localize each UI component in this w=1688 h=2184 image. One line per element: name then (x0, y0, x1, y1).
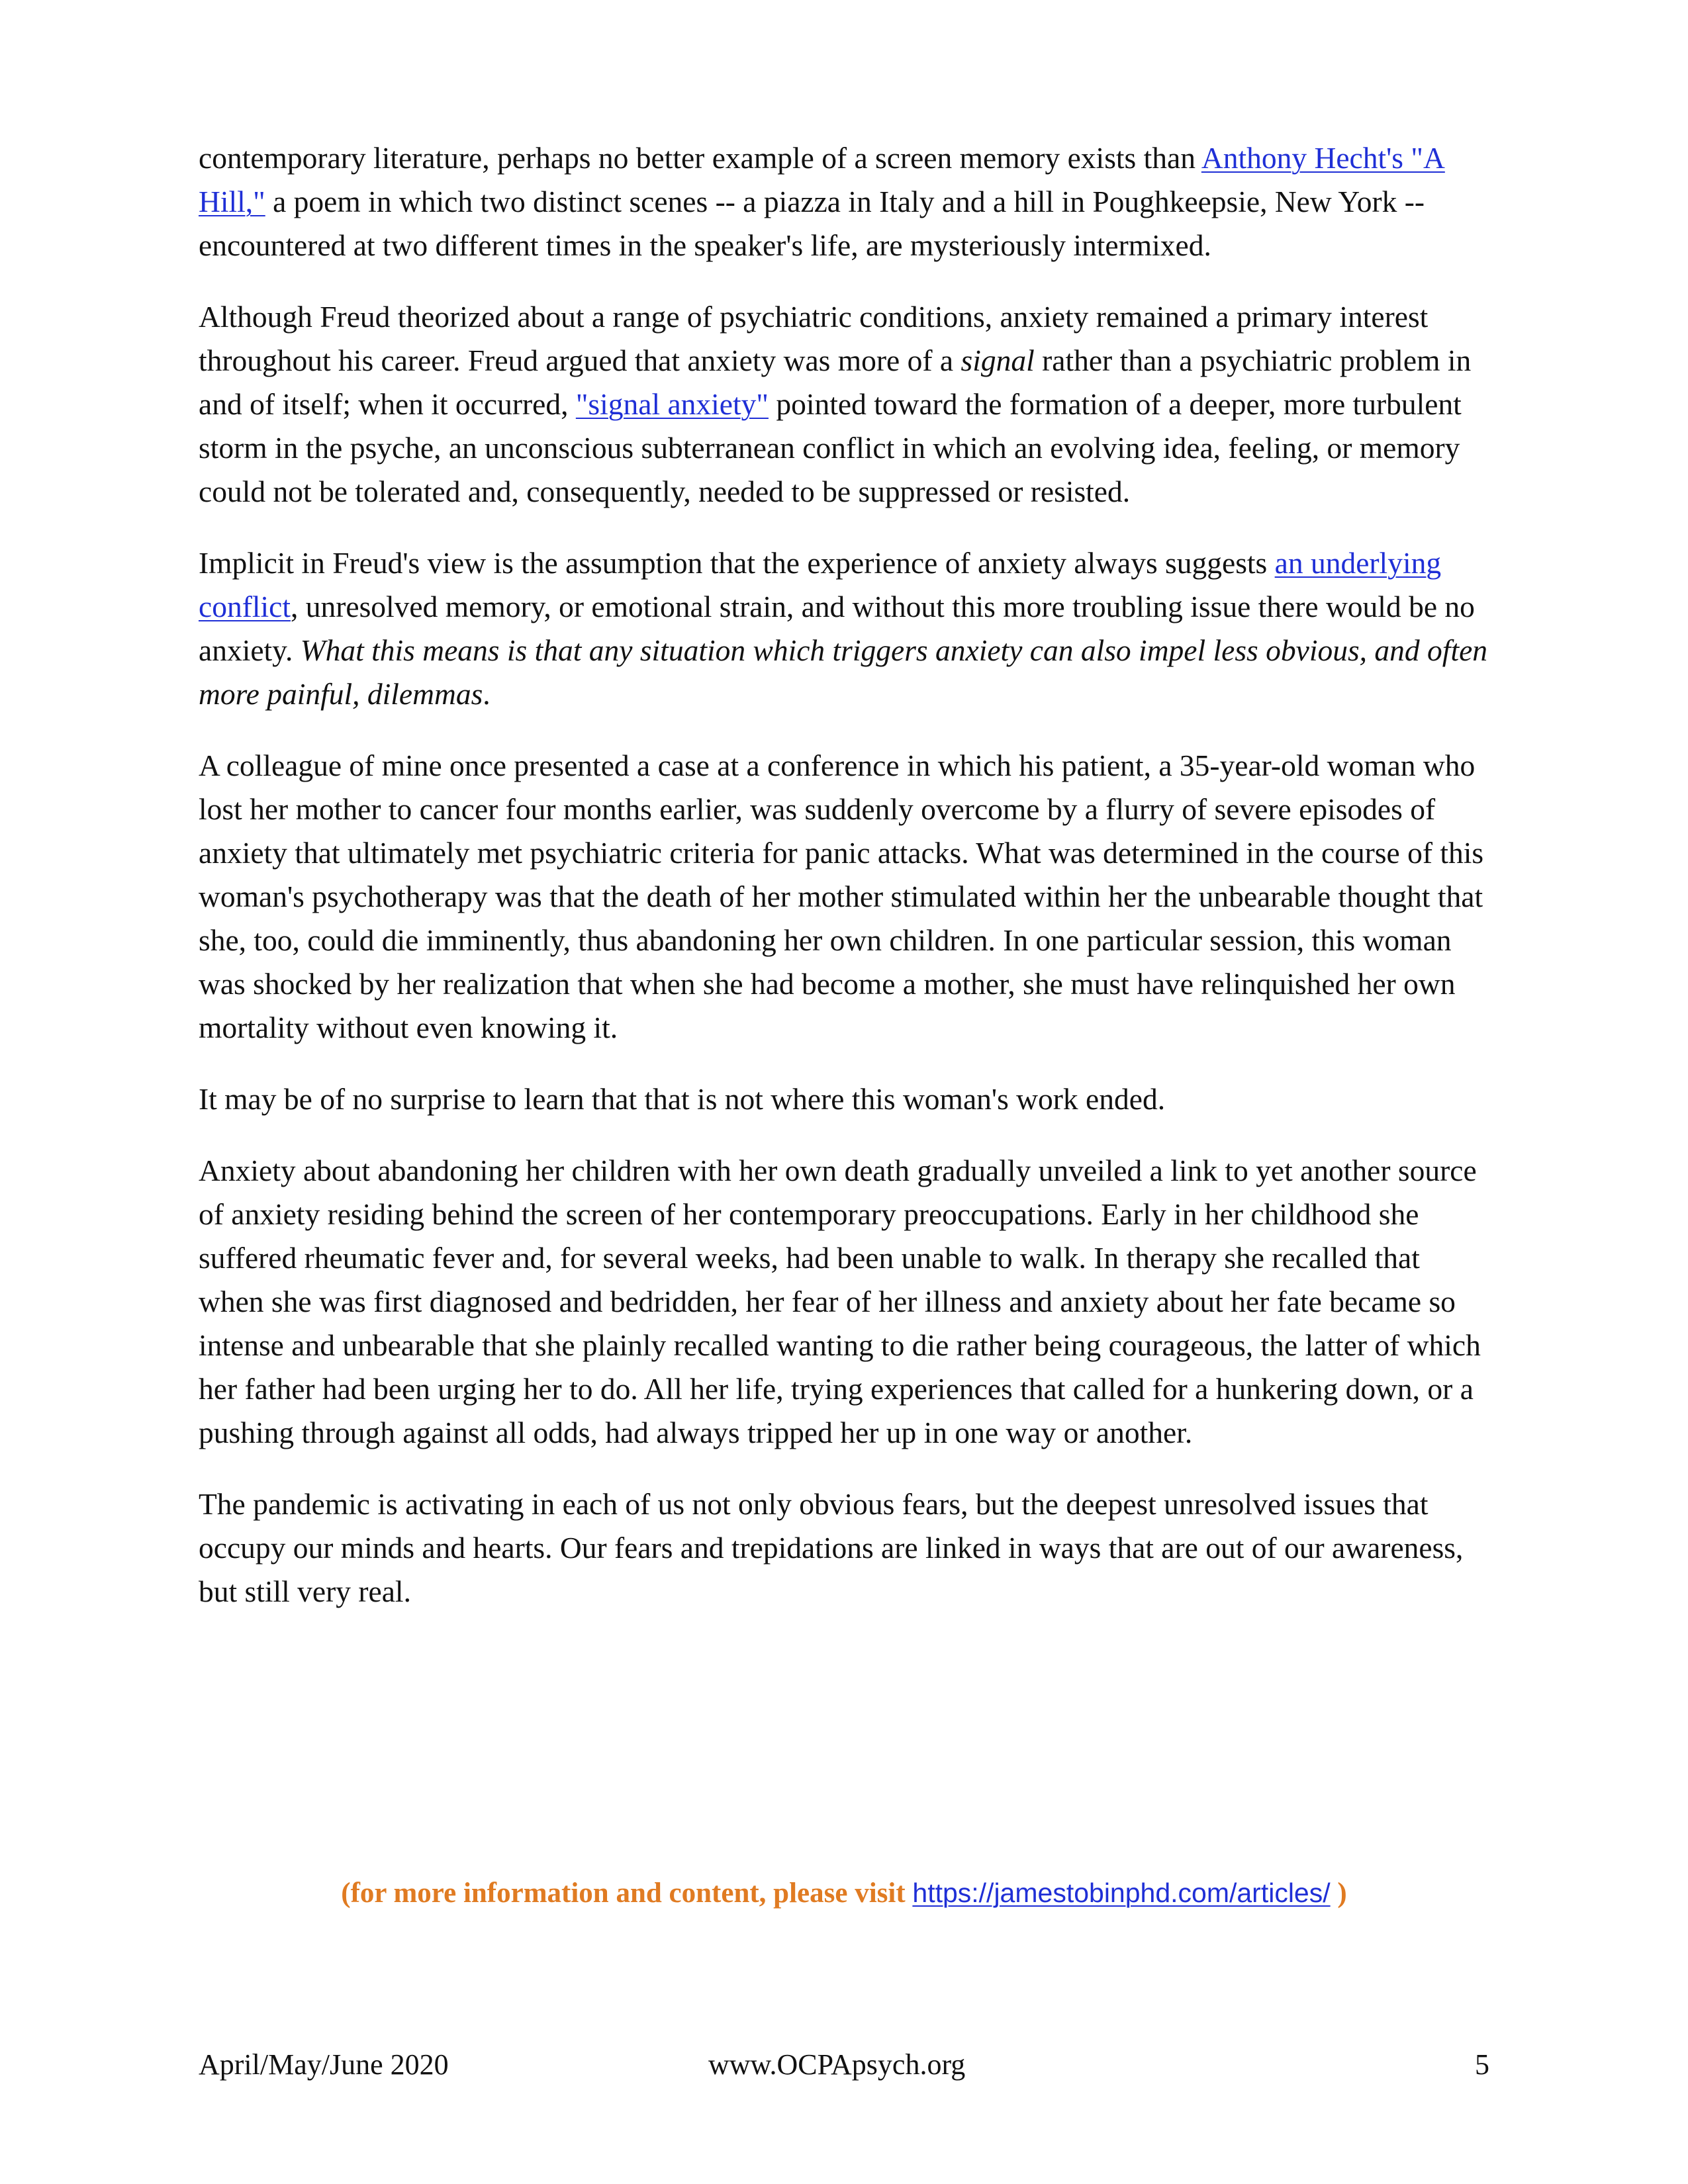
footer-date: April/May/June 2020 (199, 2048, 449, 2081)
paragraph-2-text-c: pointed toward the formation of a deeper, more turbulent storm in the psyche, an unconscious subterranean conflict in which an evolving idea, feeling, or memory could not be tolerated and, consequently, needed to be suppressed or resisted. (199, 387, 1462, 508)
paragraph-7: The pandemic is activating in each of us not only obvious fears, but the deepest unresolved issues that occupy our minds and hearts. Our fears and trepidations are linked in ways that are out of our awareness, but still very real. (199, 1487, 1464, 1608)
paragraph-5: It may be of no surprise to learn that that is not where this woman's work ended. (199, 1082, 1166, 1116)
more-info-note (0, 1873, 1688, 1913)
paragraph-3 (199, 541, 1489, 716)
anthony-hecht-a-hill-link[interactable]: Anthony Hecht's "A Hill," (199, 141, 1445, 218)
footer-page-number: 5 (1475, 2048, 1489, 2081)
paragraph-2-emphasis-signal: signal (961, 343, 1035, 377)
paragraph-3-emphasis: What this means is that any situation which triggers anxiety can also impel less obvious, and often more painful, dilemmas (199, 633, 1488, 711)
footer-website: www.OCPApsych.org (708, 2048, 966, 2081)
paragraph-1-text-b: a poem in which two distinct scenes -- a piazza in Italy and a hill in Poughkeepsie, New York -- encountered at two different times in the speaker's life, are mysteriously intermixed. (199, 185, 1425, 262)
paragraph-2 (199, 295, 1489, 514)
more-info-suffix: ) (1330, 1878, 1347, 1909)
articles-url-link[interactable]: https://jamestobinphd.com/articles/ (912, 1878, 1331, 1908)
paragraph-1-text-a: contemporary literature, perhaps no better example of a screen memory exists than (199, 141, 1201, 175)
underlying-conflict-link[interactable]: an underlying conflict (199, 546, 1442, 623)
paragraph-3-text-a: Implicit in Freud's view is the assumption that the experience of anxiety always suggests (199, 546, 1275, 580)
paragraph-6: Anxiety about abandoning her children with her own death gradually unveiled a link to yet another source of anxiety residing behind the screen of her contemporary preoccupations. Early in her childhood she suffered rheumatic fever and, for several weeks, had been unable to walk. In therapy she recalled that when she was first diagnosed and bedridden, her fear of her illness and anxiety about her fate became so intense and unbearable that she plainly recalled wanting to die rather being courageous, the latter of which her father had been urging her to do. All her life, trying experiences that called for a hunkering down, or a pushing through against all odds, had always tripped her up in one way or another. (199, 1154, 1481, 1449)
paragraph-3-text-c: . (483, 677, 491, 711)
paragraph-1 (199, 136, 1489, 267)
paragraph-4: A colleague of mine once presented a case at a conference in which his patient, a 35-year-old woman who lost her mother to cancer four months earlier, was suddenly overcome by a flurry of severe episodes of anxiety that ultimately met psychiatric criteria for panic attacks. What was determined in the course of this woman's psychotherapy was that the death of her mother stimulated within her the unbearable thought that she, too, could die imminently, thus abandoning her own children. In one particular session, this woman was shocked by her realization that when she had become a mother, she must have relinquished her own mortality without even knowing it. (199, 749, 1484, 1044)
page-footer (199, 2045, 1489, 2085)
paragraph-2-text-a: Although Freud theorized about a range of psychiatric conditions, anxiety remained a primary interest throughout his career. Freud argued that anxiety was more of a (199, 300, 1429, 377)
paragraph-3-text-b: , unresolved memory, or emotional strain, and without this more troubling issue there would be no anxiety. (199, 590, 1475, 667)
more-info-prefix: (for more information and content, please visit (341, 1878, 913, 1909)
paragraph-2-text-b: rather than a psychiatric problem in and of itself; when it occurred, (199, 343, 1472, 421)
article-body (199, 136, 1489, 1641)
signal-anxiety-link[interactable]: "signal anxiety" (575, 387, 769, 421)
